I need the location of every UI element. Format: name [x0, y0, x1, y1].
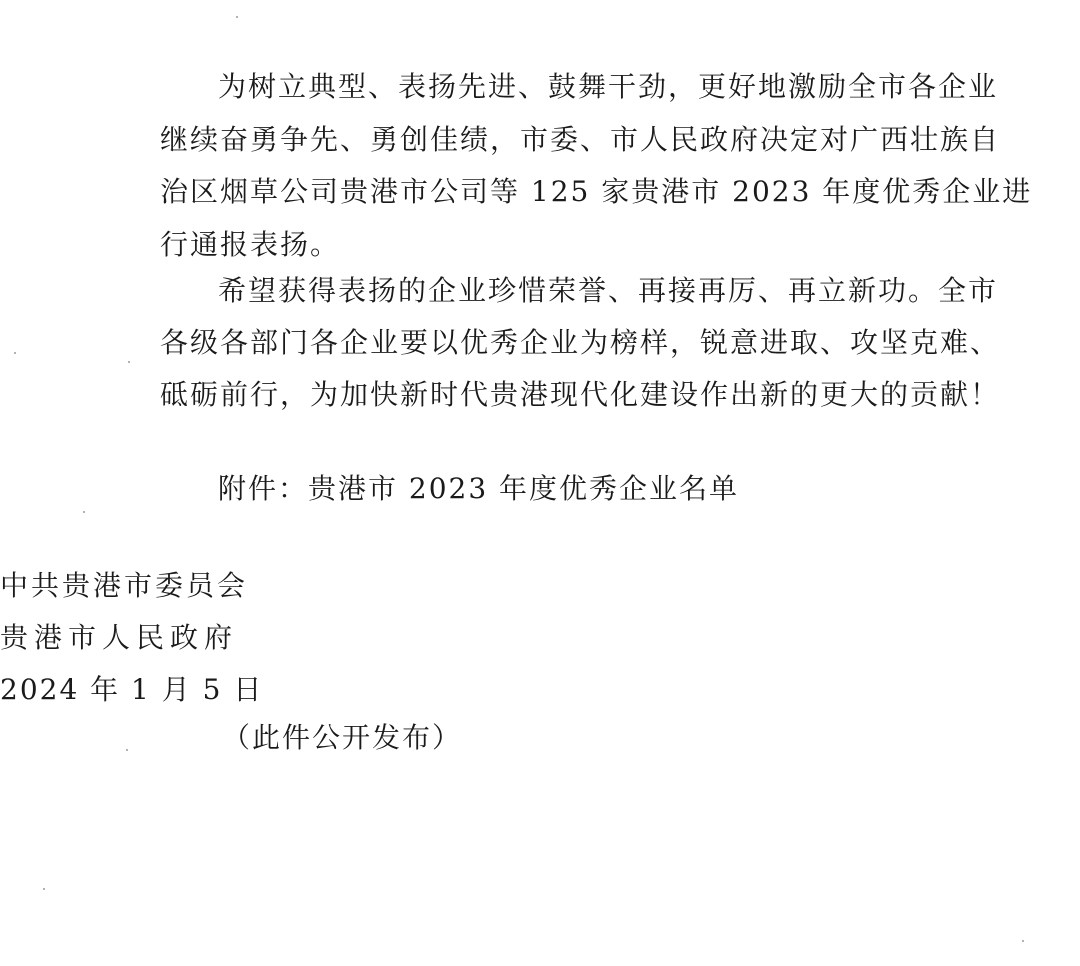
paragraph-line: 为树立典型、表扬先进、鼓舞干劲，更好地激励全市各企业: [218, 70, 999, 103]
scan-speck: [236, 16, 238, 18]
paragraph-line: 砥砺前行，为加快新时代贵港现代化建设作出新的更大的贡献！: [160, 378, 1001, 411]
scan-speck: [14, 352, 16, 354]
attachment-line: 附件：贵港市 2023 年度优秀企业名单: [218, 472, 740, 505]
scan-speck: [43, 888, 45, 890]
issuer-government: 贵港市人民政府: [0, 621, 239, 654]
scan-speck: [128, 361, 130, 363]
issuer-party-committee: 中共贵港市委员会: [0, 569, 249, 602]
issue-date: 2024 年 1 月 5 日: [0, 673, 264, 706]
paragraph-line: 希望获得表扬的企业珍惜荣誉、再接再厉、再立新功。全市: [218, 274, 999, 307]
paragraph-line: 行通报表扬。: [160, 228, 341, 261]
scan-speck: [83, 511, 85, 513]
scan-speck: [126, 749, 128, 751]
paragraph-line: 各级各部门各企业要以优秀企业为榜样，锐意进取、攻坚克难、: [160, 326, 1001, 359]
paragraph-line: 治区烟草公司贵港市公司等 125 家贵港市 2023 年度优秀企业进: [160, 175, 1033, 208]
paragraph-line: 继续奋勇争先、勇创佳绩，市委、市人民政府决定对广西壮族自: [160, 123, 1001, 156]
scan-speck: [1022, 940, 1024, 942]
publication-note: （此件公开发布）: [222, 721, 463, 754]
